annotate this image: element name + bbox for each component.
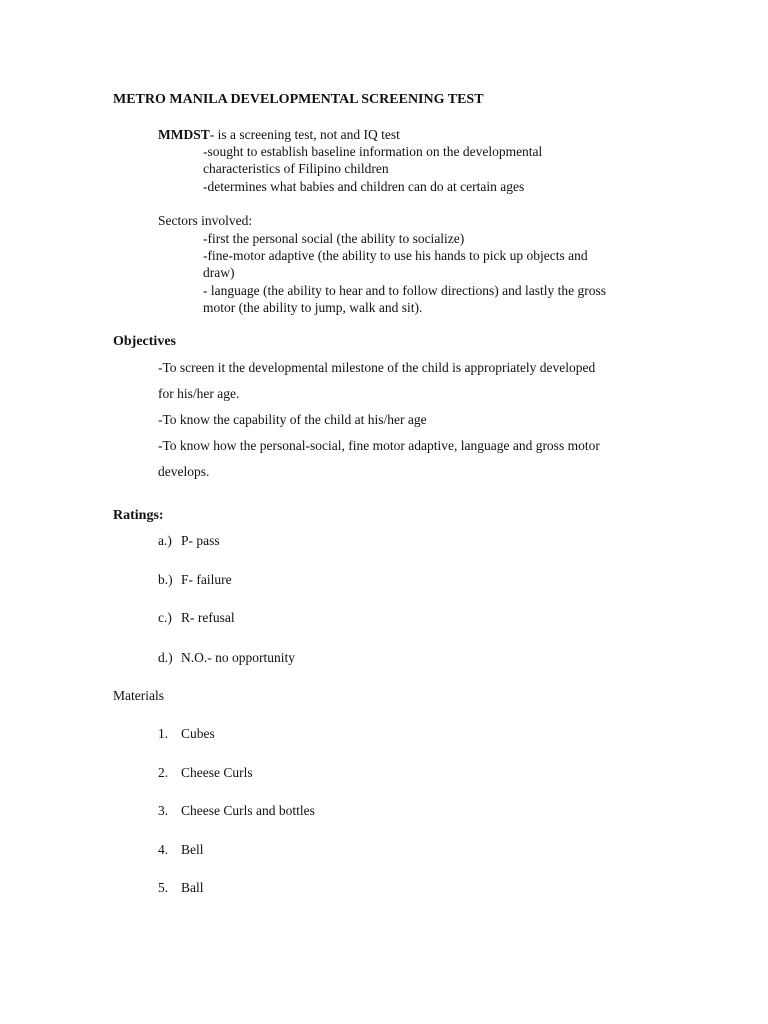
material-item: [158, 802, 315, 819]
sector-line: draw): [203, 265, 235, 280]
ratings-heading: Ratings:: [113, 508, 164, 523]
mmdst-line: characteristics of Filipino children: [203, 161, 389, 176]
mmdst-term: MMDST: [158, 127, 210, 142]
material-item: [158, 841, 204, 858]
material-text: Ball: [181, 880, 204, 895]
rating-label: b.): [158, 572, 173, 587]
material-number: 4.: [158, 842, 169, 857]
rating-text: P- pass: [181, 533, 220, 548]
material-number: 2.: [158, 765, 169, 780]
rating-label: c.): [158, 610, 172, 625]
mmdst-line: -determines what babies and children can do at certain ages: [203, 179, 525, 194]
rating-item: [158, 649, 295, 666]
material-text: Bell: [181, 842, 204, 857]
document-title: METRO MANILA DEVELOPMENTAL SCREENING TEST: [113, 92, 484, 107]
sector-line: -fine-motor adaptive (the ability to use his hands to pick up objects and: [203, 248, 588, 263]
material-text: Cheese Curls and bottles: [181, 803, 315, 818]
rating-text: F- failure: [181, 572, 232, 587]
rating-text: R- refusal: [181, 610, 235, 625]
objective-line: for his/her age.: [158, 386, 240, 401]
materials-heading: Materials: [113, 688, 164, 703]
sector-line: -first the personal social (the ability to socialize): [203, 231, 465, 246]
objectives-heading: Objectives: [113, 334, 176, 349]
objective-line: -To know how the personal-social, fine motor adaptive, language and gross motor: [158, 438, 600, 453]
material-item: [158, 764, 253, 781]
mmdst-definition: [158, 126, 400, 143]
objective-line: -To know the capability of the child at his/her age: [158, 412, 427, 427]
material-item: [158, 725, 215, 742]
material-number: 3.: [158, 803, 169, 818]
mmdst-definition-text: - is a screening test, not and IQ test: [209, 127, 400, 142]
objective-line: develops.: [158, 464, 210, 479]
material-item: [158, 879, 204, 896]
material-number: 5.: [158, 880, 169, 895]
sector-line: - language (the ability to hear and to follow directions) and lastly the gross: [203, 283, 607, 298]
material-text: Cheese Curls: [181, 765, 253, 780]
rating-item: [158, 532, 220, 549]
rating-item: [158, 571, 232, 588]
rating-label: a.): [158, 533, 172, 548]
rating-item: [158, 609, 235, 626]
mmdst-line: -sought to establish baseline information on the developmental: [203, 144, 543, 159]
sectors-label: Sectors involved:: [158, 213, 253, 228]
material-text: Cubes: [181, 726, 215, 741]
sector-line: motor (the ability to jump, walk and sit).: [203, 300, 423, 315]
objective-line: -To screen it the developmental milestone of the child is appropriately developed: [158, 360, 596, 375]
rating-text: N.O.- no opportunity: [181, 650, 295, 665]
rating-label: d.): [158, 650, 173, 665]
material-number: 1.: [158, 726, 169, 741]
